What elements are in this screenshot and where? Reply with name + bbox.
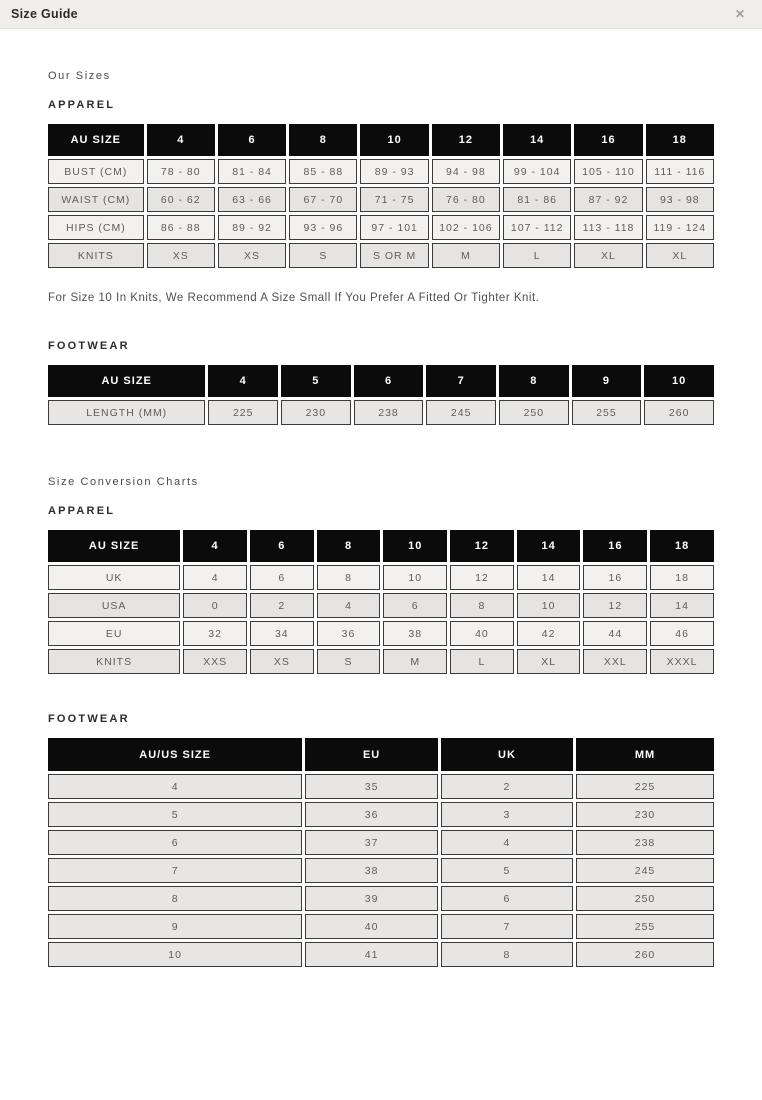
value-cell: 119 - 124 [646, 215, 714, 240]
value-cell: 89 - 92 [218, 215, 286, 240]
value-cell: 225 [576, 774, 714, 799]
header-cell: 10 [360, 124, 428, 156]
value-cell: 10 [48, 942, 302, 967]
value-cell: 238 [354, 400, 424, 425]
row-label-cell: HIPS (CM) [48, 215, 144, 240]
value-cell: 12 [583, 593, 647, 618]
value-cell: M [383, 649, 447, 674]
value-cell: 8 [450, 593, 514, 618]
value-cell: 6 [441, 886, 573, 911]
value-cell: 4 [48, 774, 302, 799]
value-cell: L [503, 243, 571, 268]
value-cell: 85 - 88 [289, 159, 357, 184]
header-cell: 12 [450, 530, 514, 562]
value-cell: 9 [48, 914, 302, 939]
value-cell: 34 [250, 621, 314, 646]
value-cell: 5 [48, 802, 302, 827]
value-cell: XXXL [650, 649, 714, 674]
value-cell: 10 [517, 593, 581, 618]
header-cell: 10 [383, 530, 447, 562]
value-cell: 46 [650, 621, 714, 646]
value-cell: 3 [441, 802, 573, 827]
value-cell: 107 - 112 [503, 215, 571, 240]
table-label-apparel-sizes: APPAREL [48, 99, 116, 111]
value-cell: 71 - 75 [360, 187, 428, 212]
value-cell: 89 - 93 [360, 159, 428, 184]
value-cell: 105 - 110 [574, 159, 642, 184]
value-cell: 87 - 92 [574, 187, 642, 212]
header-cell: 6 [250, 530, 314, 562]
value-cell: 12 [450, 565, 514, 590]
value-cell: 44 [583, 621, 647, 646]
value-cell: 4 [183, 565, 247, 590]
value-cell: 225 [208, 400, 278, 425]
value-cell: XS [218, 243, 286, 268]
header-cell: MM [576, 738, 714, 771]
header-cell: 4 [208, 365, 278, 397]
value-cell: 8 [317, 565, 381, 590]
header-cell: 8 [289, 124, 357, 156]
table-label-apparel-conversion: APPAREL [48, 505, 116, 517]
header-cell: 4 [183, 530, 247, 562]
value-cell: M [432, 243, 500, 268]
header-cell: AU SIZE [48, 365, 205, 397]
value-cell: 10 [383, 565, 447, 590]
value-cell: 94 - 98 [432, 159, 500, 184]
header-cell: 16 [583, 530, 647, 562]
header-cell: AU SIZE [48, 530, 180, 562]
value-cell: 245 [576, 858, 714, 883]
value-cell: XL [517, 649, 581, 674]
value-cell: 113 - 118 [574, 215, 642, 240]
value-cell: 14 [650, 593, 714, 618]
value-cell: 245 [426, 400, 496, 425]
value-cell: 6 [48, 830, 302, 855]
value-cell: XXS [183, 649, 247, 674]
value-cell: 18 [650, 565, 714, 590]
our-sizes-footwear-table-grid [45, 362, 717, 428]
value-cell: S OR M [360, 243, 428, 268]
value-cell: L [450, 649, 514, 674]
section-title-conversion: Size Conversion Charts [48, 476, 199, 488]
value-cell: 42 [517, 621, 581, 646]
row-label-cell: WAIST (CM) [48, 187, 144, 212]
value-cell: 41 [305, 942, 438, 967]
close-icon[interactable]: ✕ [729, 4, 751, 24]
header-cell: 12 [432, 124, 500, 156]
value-cell: 250 [576, 886, 714, 911]
value-cell: 38 [383, 621, 447, 646]
value-cell: 230 [576, 802, 714, 827]
our-sizes-apparel-table-grid [45, 121, 717, 271]
value-cell: 67 - 70 [289, 187, 357, 212]
value-cell: 60 - 62 [147, 187, 215, 212]
value-cell: 97 - 101 [360, 215, 428, 240]
value-cell: 16 [583, 565, 647, 590]
value-cell: 35 [305, 774, 438, 799]
value-cell: 230 [281, 400, 351, 425]
value-cell: 76 - 80 [432, 187, 500, 212]
value-cell: S [317, 649, 381, 674]
our-sizes-footwear-table [45, 362, 717, 428]
value-cell: 38 [305, 858, 438, 883]
value-cell: 99 - 104 [503, 159, 571, 184]
value-cell: 6 [383, 593, 447, 618]
header-cell: 9 [572, 365, 642, 397]
value-cell: 36 [317, 621, 381, 646]
value-cell: 7 [48, 858, 302, 883]
value-cell: 63 - 66 [218, 187, 286, 212]
value-cell: 255 [576, 914, 714, 939]
value-cell: 36 [305, 802, 438, 827]
value-cell: XL [574, 243, 642, 268]
value-cell: 4 [317, 593, 381, 618]
value-cell: 93 - 96 [289, 215, 357, 240]
header-cell: UK [441, 738, 573, 771]
conversion-apparel-table [45, 527, 717, 677]
value-cell: 39 [305, 886, 438, 911]
knits-note: For Size 10 In Knits, We Recommend A Size Small If You Prefer A Fitted Or Tighter Knit. [48, 292, 540, 304]
row-label-cell: BUST (CM) [48, 159, 144, 184]
value-cell: XS [250, 649, 314, 674]
value-cell: 255 [572, 400, 642, 425]
value-cell: 4 [441, 830, 573, 855]
value-cell: 86 - 88 [147, 215, 215, 240]
value-cell: 81 - 86 [503, 187, 571, 212]
section-title-our-sizes: Our Sizes [48, 70, 111, 82]
header-cell: 14 [517, 530, 581, 562]
conversion-apparel-table-grid [45, 527, 717, 677]
value-cell: 78 - 80 [147, 159, 215, 184]
row-label-cell: EU [48, 621, 180, 646]
value-cell: XXL [583, 649, 647, 674]
header-cell: AU/US SIZE [48, 738, 302, 771]
conversion-footwear-table-grid [45, 735, 717, 970]
value-cell: 40 [450, 621, 514, 646]
size-guide-content [0, 70, 762, 970]
header-cell: 5 [281, 365, 351, 397]
table-label-footwear-sizes: FOOTWEAR [48, 340, 130, 352]
modal-header [0, 0, 762, 29]
value-cell: 8 [48, 886, 302, 911]
value-cell: 250 [499, 400, 569, 425]
value-cell: 37 [305, 830, 438, 855]
header-cell: 4 [147, 124, 215, 156]
our-sizes-apparel-table [45, 121, 717, 271]
value-cell: 8 [441, 942, 573, 967]
value-cell: 5 [441, 858, 573, 883]
header-cell: 18 [646, 124, 714, 156]
row-label-cell: USA [48, 593, 180, 618]
value-cell: 2 [441, 774, 573, 799]
value-cell: 6 [250, 565, 314, 590]
value-cell: 0 [183, 593, 247, 618]
header-cell: 8 [499, 365, 569, 397]
value-cell: 260 [576, 942, 714, 967]
header-cell: EU [305, 738, 438, 771]
value-cell: XL [646, 243, 714, 268]
value-cell: 93 - 98 [646, 187, 714, 212]
header-cell: 14 [503, 124, 571, 156]
header-cell: 6 [354, 365, 424, 397]
value-cell: S [289, 243, 357, 268]
value-cell: 81 - 84 [218, 159, 286, 184]
header-cell: AU SIZE [48, 124, 144, 156]
header-cell: 7 [426, 365, 496, 397]
row-label-cell: KNITS [48, 243, 144, 268]
value-cell: 102 - 106 [432, 215, 500, 240]
row-label-cell: KNITS [48, 649, 180, 674]
value-cell: 7 [441, 914, 573, 939]
header-cell: 16 [574, 124, 642, 156]
value-cell: 260 [644, 400, 714, 425]
header-cell: 6 [218, 124, 286, 156]
value-cell: 111 - 116 [646, 159, 714, 184]
value-cell: 14 [517, 565, 581, 590]
row-label-cell: LENGTH (MM) [48, 400, 205, 425]
page-title: Size Guide [11, 7, 78, 21]
value-cell: XS [147, 243, 215, 268]
header-cell: 10 [644, 365, 714, 397]
value-cell: 32 [183, 621, 247, 646]
header-cell: 18 [650, 530, 714, 562]
value-cell: 2 [250, 593, 314, 618]
conversion-footwear-table [45, 735, 717, 970]
value-cell: 40 [305, 914, 438, 939]
table-label-footwear-conversion: FOOTWEAR [48, 713, 130, 725]
header-cell: 8 [317, 530, 381, 562]
row-label-cell: UK [48, 565, 180, 590]
value-cell: 238 [576, 830, 714, 855]
